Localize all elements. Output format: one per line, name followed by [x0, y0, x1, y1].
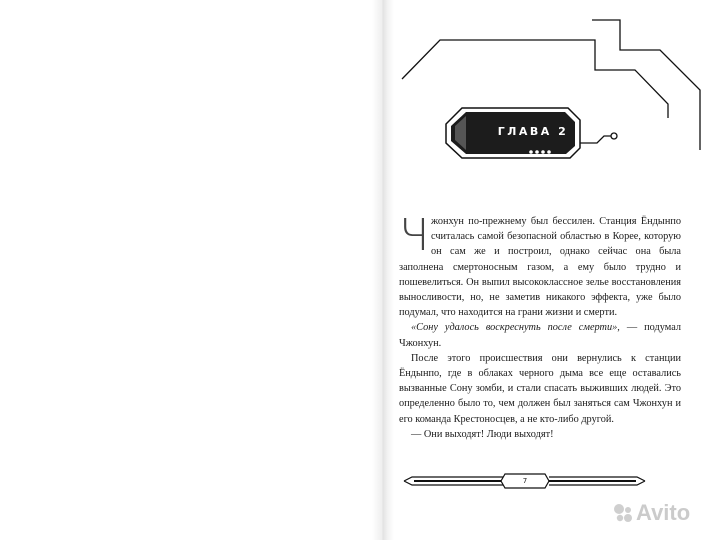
badge-dot	[547, 150, 551, 154]
top-line-right	[560, 40, 668, 118]
paragraph-4: — Они выходят! Люди выходят!	[411, 428, 554, 440]
badge-connector-node	[611, 133, 617, 139]
page-number: 7	[522, 477, 528, 485]
top-line-left	[402, 40, 560, 79]
italic-quote: «Сону удалось воскреснуть после смерти»	[411, 322, 618, 334]
badge-connector	[580, 136, 612, 143]
badge-dot	[535, 150, 539, 154]
avito-watermark	[612, 500, 690, 526]
paragraph-3: После этого происшествия они вернулись к станции Ёндынпо, где в облаках черного дыма все еще оставались вызванные Сону зомби, и стали спасать выживших людей. Это определенно было то, чем должен был заняться сам Чжонхун и его команда Крестоносцев, а не кто-либо другой.	[399, 352, 681, 425]
badge-dot	[529, 150, 533, 154]
paragraph-1-text: жонхун по-прежнему был бессилен. Станция Ёндынпо считалась самой безопасной областью в Корее, которую он сам же и построил, однако сейчас она была заполнена смертоносным газом, а ему было трудно и пошевелиться. Он выпил высококлассное зелье восстановления выносливости, но, не заметив никакого эффекта, уже было подумал, что находится на грани жизни и смерти.	[399, 216, 681, 319]
paragraph-2	[399, 320, 681, 350]
paragraph-1	[399, 210, 681, 320]
quote-tail: , — подумал Чжонхун.	[399, 322, 681, 349]
avito-logo-icon	[612, 502, 634, 524]
drop-cap: Ч	[399, 210, 430, 261]
top-line-outer	[592, 20, 700, 150]
chapter-text	[399, 210, 681, 442]
badge-dot	[541, 150, 545, 154]
avito-watermark-text: Avito	[636, 500, 691, 525]
chapter-title: ГЛАВА 2	[497, 125, 569, 138]
